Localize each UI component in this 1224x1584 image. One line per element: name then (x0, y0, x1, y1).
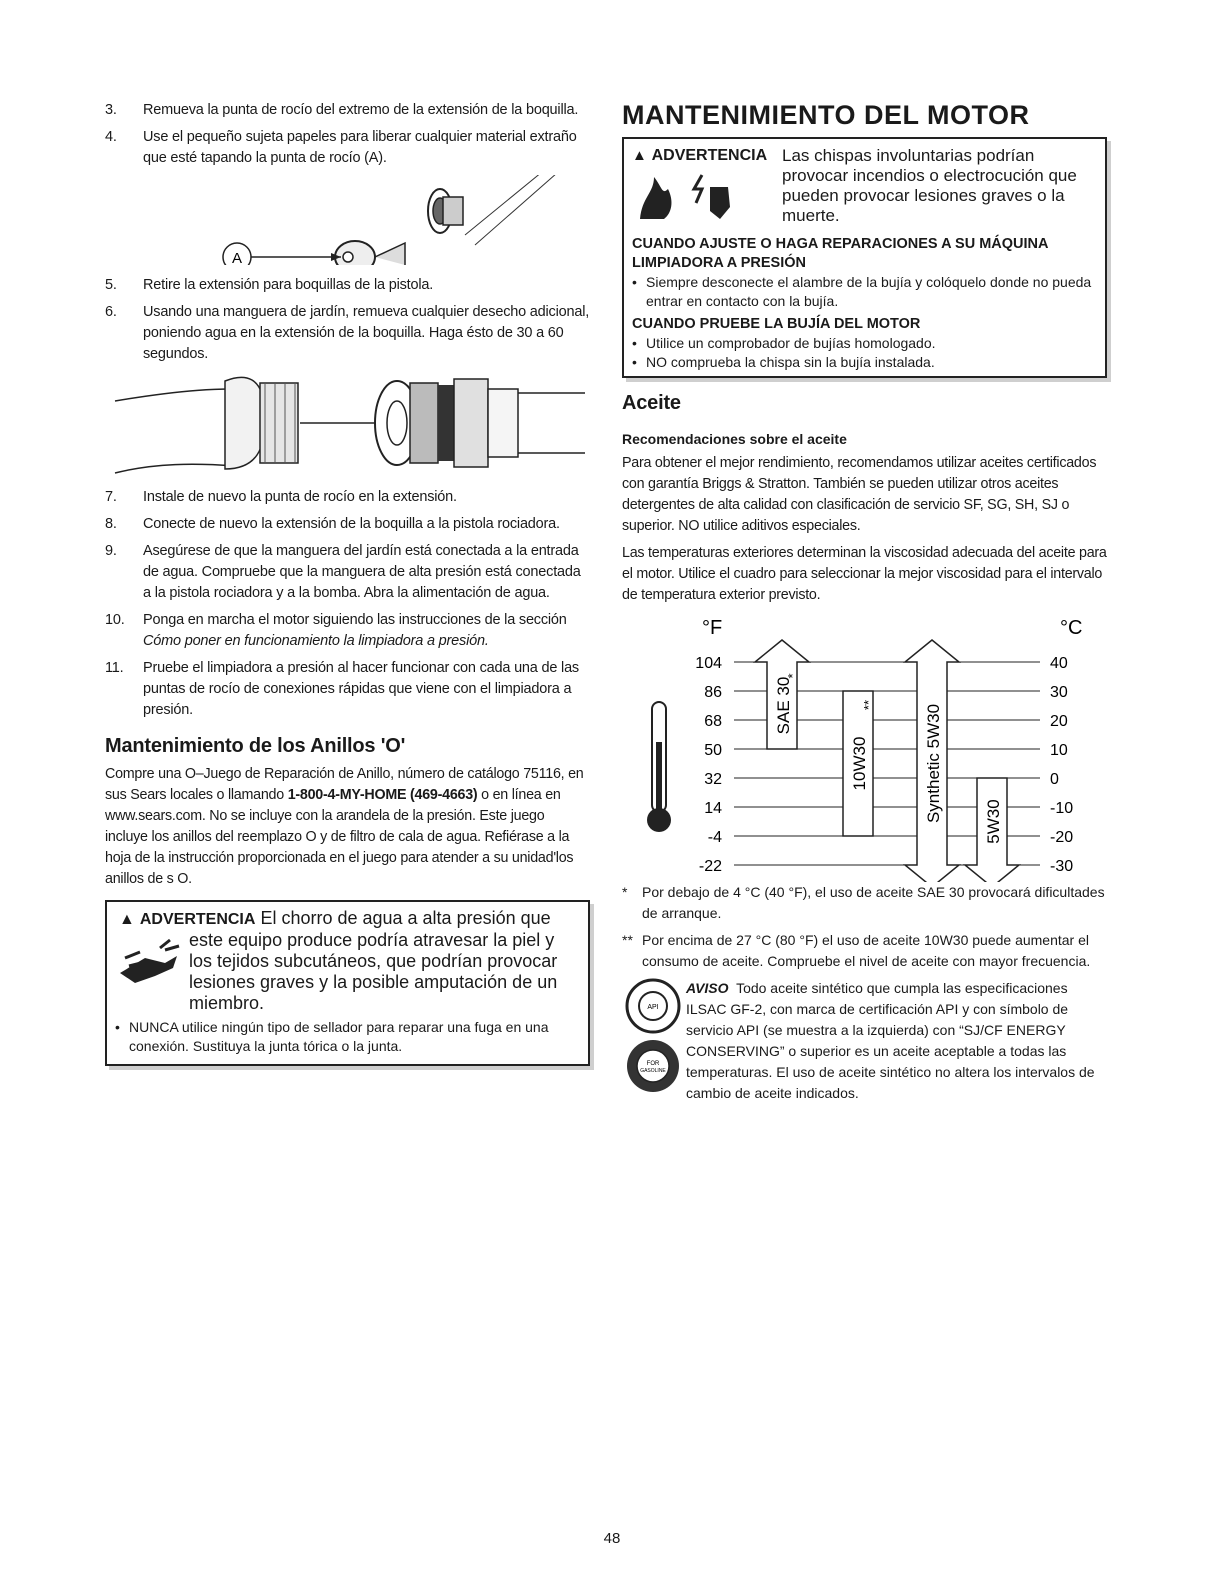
warning-bullet: • NUNCA utilice ningún tipo de sellador para reparar una fuga en una conexión. Sustituya la junta tórica o la junta. (115, 1018, 580, 1056)
recommendations-heading: Recomendaciones sobre el aceite (622, 431, 847, 447)
section-title: MANTENIMIENTO DEL MOTOR (622, 100, 1030, 130)
step-4 (105, 127, 590, 169)
step-text: Usando una manguera de jardín, remueva cualquier desecho adicional, poniendo agua en la extensión de la boquilla. Haga ésto de 30 a 60 segundos. (143, 304, 590, 362)
step-3 (105, 100, 590, 121)
oil-label: 5W30 (984, 799, 1003, 844)
nozzle-extension-figure (105, 371, 590, 481)
oring-paragraph (105, 764, 590, 890)
oil-paragraph-1: Para obtener el mejor rendimiento, recomendamos utilizar aceites certificados con garantía Briggs & Stratton. También se pueden utilizar otros aceites detergentes de alta calidad con clasificación de servicio SF, SG, SH, SJ o superior. NO utilice aditivos especiales. (622, 455, 1097, 534)
tick-label-c: 10 (1050, 742, 1068, 759)
step-text: Pruebe el limpiadora a presión al hacer funcionar con cada una de las puntas de rocío de conexiones rápidas que viene con el limpiadora a presión. (143, 660, 579, 718)
unit-fahrenheit: °F (702, 617, 723, 639)
note-10w30 (622, 930, 1107, 972)
tick-label-f: -4 (707, 829, 722, 846)
tick-label-f: 32 (704, 771, 722, 788)
step-7 (105, 487, 590, 508)
step-10 (105, 610, 590, 652)
page-number: 48 (603, 1530, 621, 1547)
nozzle-extension-illustration (105, 371, 590, 481)
step-text: Use el pequeño sujeta papeles para liberar cualquier material extraño que esté tapando la punta de rocío (A). (143, 129, 577, 166)
step-text: Conecte de nuevo la extensión de la boquilla a la pistola rociadora. (143, 516, 560, 532)
tick-label-c: 40 (1050, 655, 1068, 672)
step-8 (105, 514, 590, 535)
tick-label-c: -10 (1050, 800, 1074, 817)
unit-celsius: °C (1060, 617, 1083, 639)
warning-subhead-2: CUANDO PRUEBE LA BUJÍA DEL MOTOR (632, 316, 921, 332)
pressure-warning-box (105, 900, 590, 1066)
aviso-body: Todo aceite sintético que cumpla las especificaciones ILSAC GF-2, con marca de certificación API y con símbolo de servicio API (se muestra a la izquierda) con “SJ/CF ENERGY CONSERVING” o superior es un aceite aceptable a todas las temperaturas. El uso de aceite sintético no altera los intervalos de cambio de aceite indicados. (686, 980, 1095, 1101)
bullet-text: NUNCA utilice ningún tipo de sellador para reparar una fuga en una conexión. Sustituya la junta tórica o la junta. (129, 1019, 549, 1054)
svg-text:API: API (647, 1004, 659, 1011)
right-column (622, 100, 1107, 1104)
step-text: Ponga en marcha el motor siguiendo las instrucciones de la sección (143, 612, 567, 628)
section-reference: Cómo poner en funcionamiento la limpiadora a presión. (143, 633, 489, 649)
step-text: Instale de nuevo la punta de rocío en la extensión. (143, 489, 457, 505)
warning-bullet-3: • NO comprueba la chispa sin la bujía instalada. (632, 354, 935, 370)
warning-title: ADVERTENCIA (651, 147, 768, 164)
bullet-text: NO comprueba la chispa sin la bujía instalada. (646, 354, 935, 370)
oring-text-pre: Compre una O–Juego de Reparación de Anillo, número de catálogo 75116, en sus Sears locales o llamando (105, 766, 584, 803)
note-sae30 (622, 882, 1107, 924)
step-text: Asegúrese de que la manguera del jardín está conectada a la entrada de agua. Compruebe que la manguera de alta presión está conectada a la pistola rociadora y a la bomba. Abra la alimentación de agua. (143, 543, 581, 601)
oil-viscosity-chart (622, 612, 1107, 882)
warning-lead: El chorro de agua a alta presión que este equipo produce podría atravesar la piel y los tejidos subcutáneos, que podrían provocar lesiones graves y la posible amputación de un miembro. (189, 908, 558, 1013)
note-mark: ** (622, 932, 633, 948)
tick-label-c: -20 (1050, 829, 1074, 846)
injection-hazard-icon (115, 928, 185, 998)
api-service-symbol-icon (622, 978, 684, 1098)
callout-a: A (231, 250, 243, 265)
left-column (105, 100, 590, 1066)
tick-label-f: 86 (704, 684, 722, 701)
tick-label-f: 14 (704, 800, 722, 817)
tick-label-f: 104 (695, 655, 722, 672)
seal-text: FOR (646, 1061, 660, 1067)
nozzle-tip-illustration (105, 175, 590, 265)
tick-label-f: -22 (698, 858, 722, 875)
aviso-text (686, 978, 1107, 1104)
step-number: 11. (105, 660, 124, 676)
step-text: Remueva la punta de rocío del extremo de la extensión de la boquilla. (143, 102, 579, 118)
step-5 (105, 275, 590, 296)
aviso-block (622, 978, 1107, 1104)
tick-label-c: -30 (1050, 858, 1074, 875)
oil-label: Synthetic 5W30 (924, 703, 943, 824)
warning-header: ▲ ADVERTENCIA (119, 911, 256, 928)
step-number: 6. (105, 304, 117, 320)
bullet-text: Utilice un comprobador de bujías homologado. (646, 335, 936, 351)
aviso-title: AVISO (686, 980, 729, 996)
step-number: 7. (105, 489, 117, 505)
note-text: Por encima de 27 °C (80 °F) el uso de aceite 10W30 puede aumentar el consumo de aceite. Compruebe el nivel de aceite con mayor frecuencia. (642, 932, 1091, 969)
tick-label-c: 30 (1050, 684, 1068, 701)
step-6 (105, 302, 590, 365)
oil-label: SAE 30 (774, 676, 793, 735)
step-11 (105, 658, 590, 721)
thermometer-bulb (647, 808, 671, 832)
step-number: 4. (105, 129, 117, 145)
oil-mark: ** (861, 699, 876, 711)
svg-text:GASOLINE: GASOLINE (640, 1068, 666, 1074)
nozzle-tip-figure (105, 175, 590, 265)
step-number: 10. (105, 612, 125, 628)
warning-bullet-1: • Siempre desconecte el alambre de la bujía y colóquelo donde no pueda entrar en contacto con la bujía. (632, 273, 1097, 311)
tick-label-c: 0 (1050, 771, 1059, 788)
step-number: 5. (105, 277, 117, 293)
warning-lead: Las chispas involuntarias podrían provocar incendios o electrocución que pueden provocar lesiones graves o la muerte. (782, 146, 1077, 225)
oring-heading: Mantenimiento de los Anillos 'O' (105, 735, 406, 757)
warning-title: ADVERTENCIA (139, 911, 256, 928)
oil-mark: * (785, 673, 800, 679)
spark-warning-box: ▲ ADVERTENCIA Las chispas involuntarias podrían provocar incendios o electrocución que pueden provocar lesiones graves o la muerte. CUANDO AJUSTE O HAGA REPARACIONES A SU MÁQUINA LIMPIADORA A PRESIÓN • Siempre desconecte el alambre de la bujía y colóquelo donde no pueda entrar en contacto con la bujía. CUANDO PRUEBE LA BUJÍA DEL MOTOR • Utilice un comprobador de bujías homologado. • NO comprueba la chispa sin la bujía instalada. (622, 137, 1107, 378)
oil-paragraph-2: Las temperaturas exteriores determinan la viscosidad adecuada del aceite para el motor. Utilice el cuadro para seleccionar la mejor viscosidad para el intervalo de temperatura exterior previsto. (622, 545, 1107, 603)
note-mark: * (622, 884, 628, 900)
note-text: Por debajo de 4 °C (40 °F), el uso de aceite SAE 30 provocará dificultades de arranque. (642, 884, 1105, 921)
step-number: 8. (105, 516, 117, 532)
step-number: 9. (105, 543, 117, 559)
bullet-text: Siempre desconecte el alambre de la bujía y colóquelo donde no pueda entrar en contacto con la bujía. (646, 274, 1092, 309)
tick-label-f: 68 (704, 713, 722, 730)
tick-label-f: 50 (704, 742, 722, 759)
step-number: 3. (105, 102, 117, 118)
step-9 (105, 541, 590, 604)
tick-label-c: 20 (1050, 713, 1068, 730)
warning-bullet-2: • Utilice un comprobador de bujías homologado. (632, 335, 936, 351)
aceite-heading: Aceite (622, 392, 681, 414)
viscosity-chart-svg (622, 612, 1107, 882)
oil-label: 10W30 (850, 736, 869, 791)
phone-number: 1-800-4-MY-HOME (469-4663) (287, 787, 478, 803)
warning-subhead-1: CUANDO AJUSTE O HAGA REPARACIONES A SU MÁQUINA LIMPIADORA A PRESIÓN (632, 236, 1048, 271)
step-text: Retire la extensión para boquillas de la pistola. (143, 277, 434, 293)
oring-text-post: o en línea en www.sears.com. No se incluye con la arandela de la presión. Este juego incluye los anillos del reemplazo O y de filtro de cala de agua. Refiérase a la hoja de la instrucción proporcionada en el juego para atender a su unidad'los anillos de s O. (105, 787, 574, 887)
